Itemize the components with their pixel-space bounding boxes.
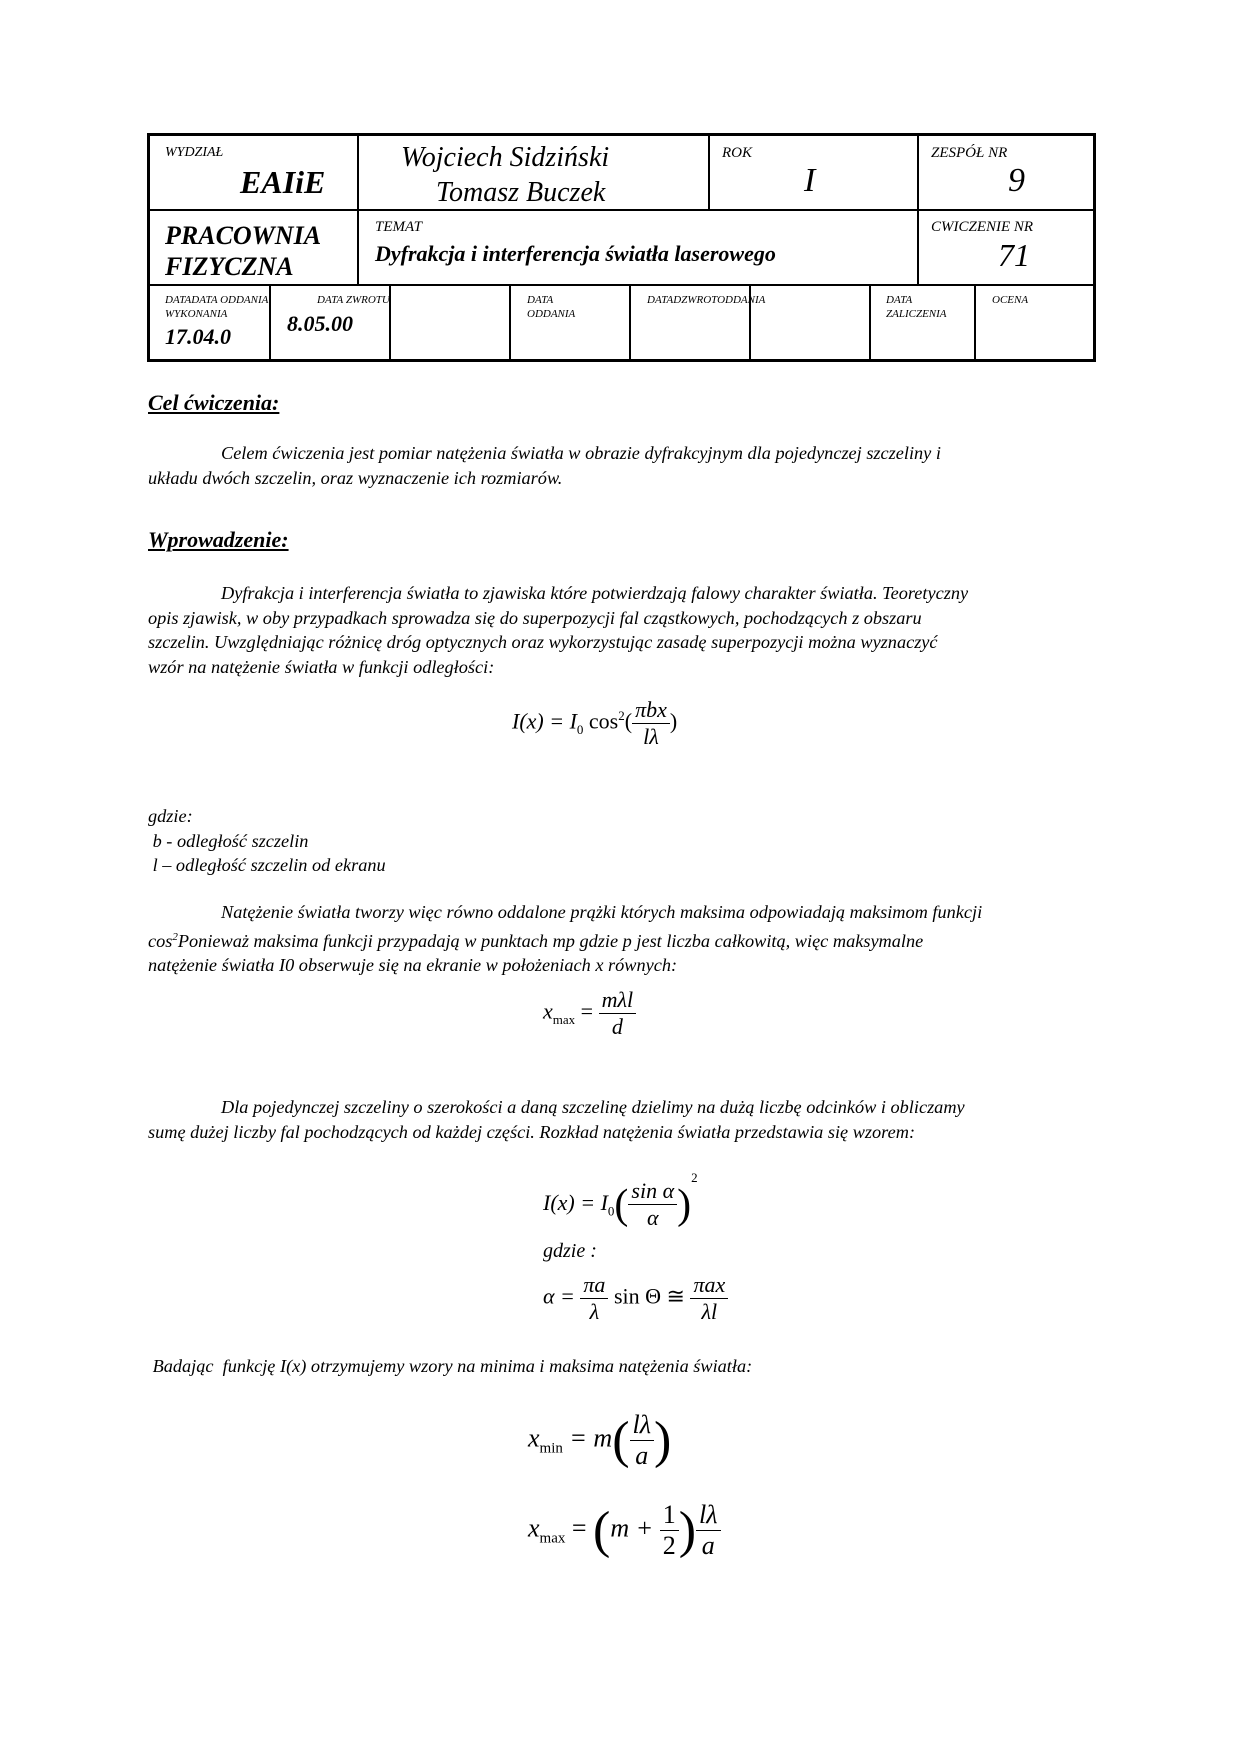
data-zaliczenia-label: DATA [886, 294, 913, 306]
rok-label: ROK [722, 145, 752, 161]
author-name: Wojciech Sidziński [401, 142, 610, 173]
text-line: Celem ćwiczenia jest pomiar natężenia światła w obrazie dyfrakcyjnym dla pojedynczej szczeliny i [221, 443, 941, 463]
col-divider [629, 284, 631, 362]
formula-fraction [580, 1272, 608, 1325]
formula-intensity-double-slit: $I(x) = I_0$ $\cos^2$( $\frac{\text{πbx}}{l\lambda}$ ) [512, 697, 678, 749]
data-oddania-label: ODDANIA [527, 308, 576, 320]
col-divider [269, 284, 271, 362]
formula-part: x [528, 1513, 540, 1543]
formula-sup: 2 [691, 1170, 698, 1185]
formula-fraction [630, 1410, 654, 1471]
col-divider [509, 284, 511, 362]
wydzial-label: WYDZIAŁ [165, 145, 224, 160]
fraction-denominator: 2 [662, 1531, 676, 1560]
cel-heading: Cel ćwiczenia: [148, 390, 280, 415]
formula-part: x [528, 1423, 540, 1453]
wprowadzenie-heading: Wprowadzenie: [148, 527, 289, 552]
formula-part: x [543, 998, 553, 1024]
text-line: szczelin. Uwzględniając różnicę dróg optycznych oraz wykorzystując zasadę superpozycji można wyznaczyć [148, 632, 938, 652]
text-line: sumę dużej liczby fal pochodzących od każdej części. Rozkład natężenia światła przedstawia się wzorem: [148, 1121, 916, 1142]
formula-fraction [632, 697, 670, 750]
formula-fraction [660, 1500, 679, 1561]
text-line: Badając funkcję I(x) otrzymujemy wzory na minima i maksima natężenia światła: [148, 1356, 753, 1376]
fraction-denominator: a [701, 1531, 715, 1560]
data-wykonania-label: DATADATA ODDANIA [165, 294, 269, 306]
fraction-numerator: 1 [660, 1500, 679, 1531]
formula-part: I(x) = I [512, 708, 577, 734]
fraction-numerator: sin α [628, 1178, 677, 1205]
col-divider [708, 136, 710, 209]
formula-fraction [599, 987, 637, 1040]
fraction-denominator: λl [701, 1299, 718, 1324]
header-table [147, 133, 1096, 362]
fraction-numerator: πa [580, 1272, 608, 1299]
formula-part: I(x) = I [543, 1190, 608, 1215]
formula-part: sin Θ ≅ [613, 1283, 685, 1309]
data-overlap-label: DATADZWROTODDANIA [647, 294, 766, 306]
formula-part: m + [610, 1513, 654, 1543]
temat-label: TEMAT [375, 219, 422, 235]
text-line: Dyfrakcja i interferencja światła to zjawiska które potwierdzają falowy charakter światła. Teoretyczny [221, 583, 969, 603]
text-line: natężenie światła I0 obserwuje się na ekranie w położeniach x równych: [148, 955, 678, 976]
formula-xmax-single-slit: $x_{max} = (m$ + $\frac{1}{2}$ ) $\frac{l\lambda}{a}$ [528, 1500, 721, 1561]
pracownia-line: FIZYCZNA [165, 252, 294, 281]
gdzie-label: gdzie: [148, 806, 193, 826]
formula-fraction [696, 1500, 720, 1561]
data-wykonania-value: 17.04.0 [165, 324, 231, 349]
names-cell [359, 136, 708, 208]
formula-sub: min [539, 1440, 563, 1457]
intro-paragraph [148, 581, 1090, 679]
col-divider [869, 284, 871, 362]
rok-value: I [804, 162, 816, 199]
badajac-paragraph [148, 1354, 1090, 1379]
formula-sub: max [539, 1530, 566, 1547]
row-divider [150, 284, 1093, 286]
data-wykonania-label: WYKONANIA [165, 308, 228, 320]
cwiczenie-label: CWICZENIE NR [931, 219, 1034, 235]
data-zwrotu-value: 8.05.00 [287, 311, 353, 336]
col-divider [974, 284, 976, 362]
formula-fraction [690, 1272, 728, 1325]
data-zaliczenia-label: ZALICZENIA [886, 308, 947, 320]
definition-b: b - odległość szczelin [148, 830, 309, 851]
pracownia-line: PRACOWNIA [165, 221, 322, 250]
text-line: cos [148, 930, 173, 951]
formula-alpha [543, 1272, 728, 1325]
superscript: 2 [172, 930, 178, 943]
text-line: Natężenie światła tworzy więc równo oddalone prążki których maksima odpowiadają maksimom funkcji [221, 902, 983, 922]
text-line: opis zjawisk, w oby przypadkach sprowadza się do superpozycji fal cząstkowych, pochodzących z obszaru [148, 607, 922, 628]
fraction-denominator: d [611, 1014, 623, 1039]
natezenie-paragraph [148, 900, 1090, 978]
pracownia-label [165, 220, 321, 282]
fraction-numerator: πax [690, 1272, 728, 1299]
wydzial-value: EAIiE [240, 164, 326, 200]
fraction-denominator: λ [589, 1299, 600, 1324]
row-divider [150, 209, 1093, 211]
text-line: układu dwóch szczelin, oraz wyznaczenie ich rozmiarów. [148, 467, 563, 488]
data-oddania-label: DATA [527, 294, 554, 306]
zespol-label: ZESPÓŁ NR [931, 145, 1008, 161]
formula-intensity-single-slit: $I(x) = I_0$( $\frac{\text{sin α}}{\alpha}$ )$^2$ [543, 1170, 698, 1231]
zespol-value: 9 [1008, 162, 1025, 199]
author-name: Tomasz Buczek [436, 177, 606, 208]
data-zwrotu-label: DATA ZWROTU [317, 294, 390, 306]
formula-xmax-double-slit: $x_{max}$ = $\frac{\text{mλl}}{d}$ [543, 987, 636, 1040]
formula-sup: 2 [618, 708, 625, 724]
formula-sub: 0 [576, 721, 584, 737]
formula-part: = m [569, 1423, 613, 1453]
formula-gdzie: gdzie : [543, 1240, 597, 1262]
pojedyncza-paragraph [148, 1095, 1090, 1144]
cel-paragraph [148, 441, 1090, 490]
definition-l: l – odległość szczelin od ekranu [148, 855, 386, 875]
ocena-label: OCENA [992, 294, 1029, 306]
cwiczenie-value: 71 [998, 237, 1030, 273]
fraction-numerator: mλl [599, 987, 637, 1014]
col-divider [917, 136, 919, 284]
text-line: Ponieważ maksima funkcji przypadają w punktach mp gdzie p jest liczba całkowitą, więc maksymalne [177, 930, 924, 951]
fraction-numerator: lλ [696, 1500, 720, 1531]
formula-fraction [628, 1178, 677, 1231]
formula-part: cos [588, 708, 619, 734]
fraction-denominator: α [647, 1205, 659, 1231]
definitions [148, 804, 1090, 878]
temat-value: Dyfrakcja i interferencja światła laserowego [375, 241, 776, 266]
fraction-denominator: a [635, 1441, 649, 1470]
fraction-numerator: lλ [630, 1410, 654, 1441]
formula-sub: max [552, 1011, 576, 1027]
fraction-numerator: πbx [632, 697, 670, 724]
formula-xmin-single-slit: $x_{min} = m$( $\frac{l\lambda}{a}$ ) [528, 1410, 672, 1470]
text-line: wzór na natężenie światła w funkcji odległości: [148, 656, 495, 677]
formula-part: α = [543, 1283, 575, 1309]
text-line: Dla pojedynczej szczeliny o szerokości a daną szczelinę dzielimy na dużą liczbę odcinków i obliczamy [221, 1097, 965, 1117]
formula-sub: 0 [607, 1203, 615, 1219]
fraction-denominator: lλ [643, 724, 659, 749]
